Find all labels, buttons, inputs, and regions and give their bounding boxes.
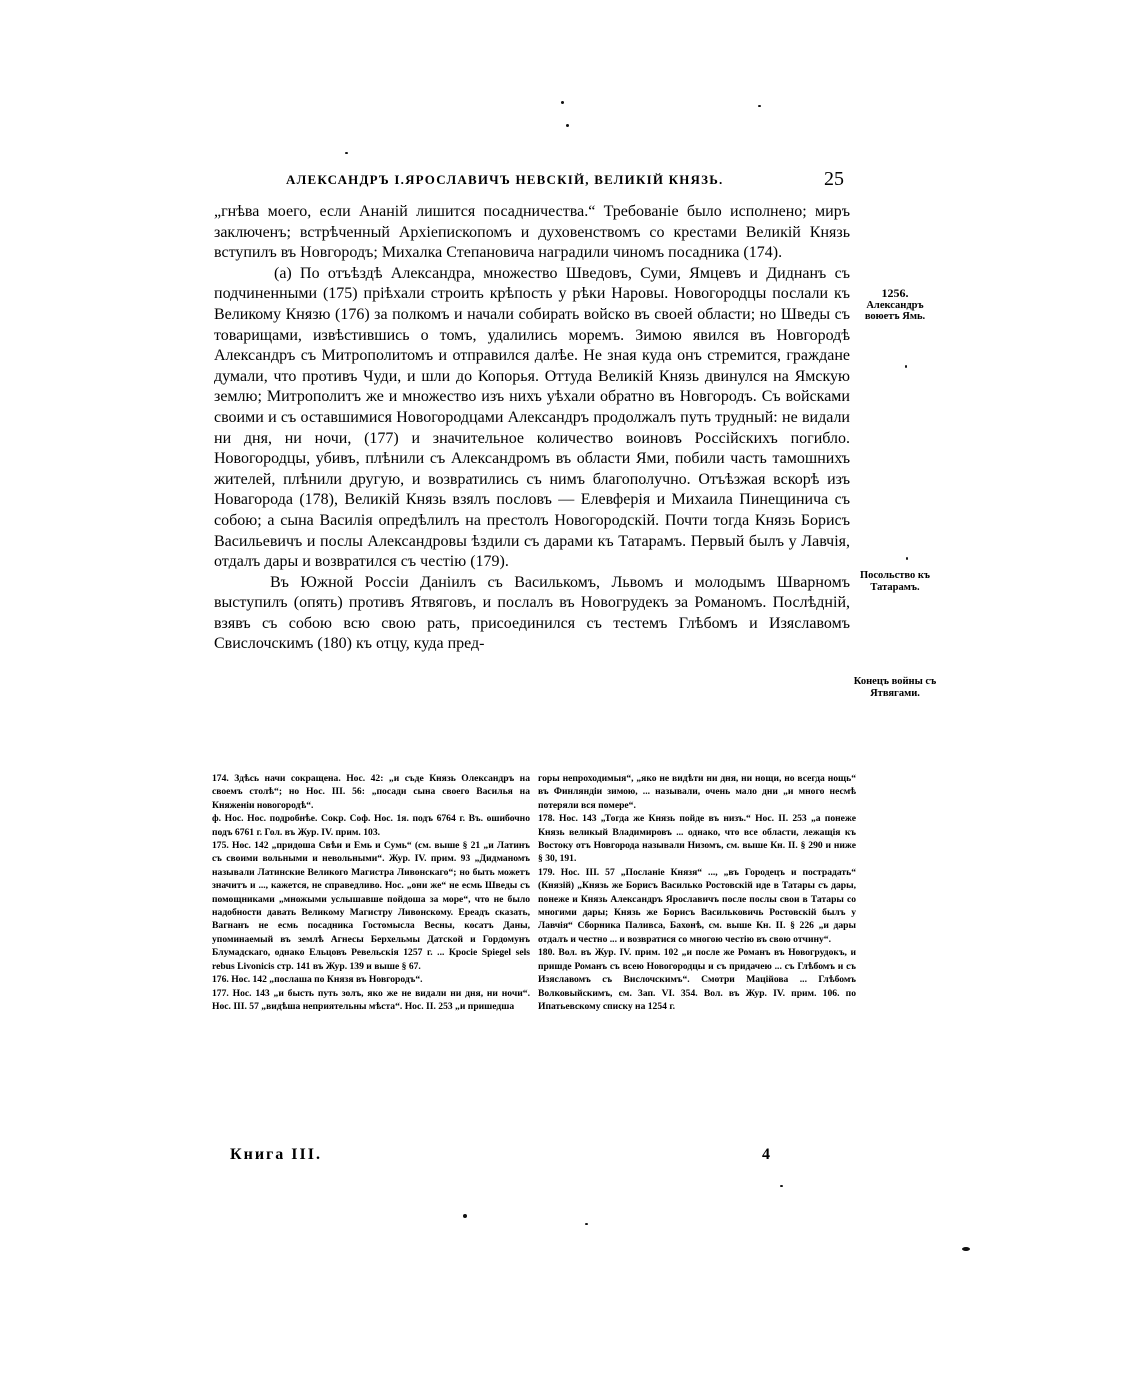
running-title: АЛЕКСАНДРЪ I.ЯРОСЛАВИЧЪ НЕВСКІЙ, ВЕЛИКІЙ КНЯЗЬ.	[286, 172, 724, 187]
footnotes	[212, 772, 856, 1162]
footnote: 180. Вол. въ Жур. IV. прим. 102 „и после же Романъ въ Новогрудокъ, и пришде Романъ съ всею Новогородцы и съ придачею ... съ Глѣбомъ и съ Изяславомъ съ Вислочскимъ“. Смотри Маційова ... Глѣбомъ Волковыйскимъ, см. 3ап. VI. 354. Вол. въ Жур. IV. прим. 106. по Ипатьевскому списку на 1254 г.	[538, 947, 856, 1012]
footnotes-right-column	[538, 772, 856, 1013]
footnote: 177. Нос. 143 „и бысть путь золъ, яко же не видали ни дня, ни ночи“. Нос. III. 57 „видѣша неприятельны мѣста“. Нос. II. 253 „и пришедша	[212, 987, 530, 1012]
footnotes-left-column	[212, 772, 530, 1013]
scan-speck	[780, 1185, 783, 1187]
margin-note-1256	[852, 288, 938, 323]
scan-speck	[906, 557, 908, 560]
margin-note-text: Посольство къ Татарамъ.	[859, 570, 931, 593]
scan-speck	[905, 365, 907, 368]
margin-note-year: 1256.	[881, 286, 909, 300]
footnote: 179. Нос. III. 57 „Посланіе Князя“ ..., „въ Городецъ и пострадать“ (Князій) „Князь же Борисъ Василько Ростовскій иде в Татары съ дары, понеже и Князь Александръ Ярославичъ после послы свои в Татары со многими дары; Князь же Борисъ Васильковичь Ростовскій былъ у Лавчія“ Сборника Паливса, Бахонѣ, см. выше Кн. II. § 226 „и дары отдалъ и честно ... и возвратися со многою честію въ свою отчину“.	[538, 866, 856, 945]
paragraph: Въ Южной Россіи Даніилъ съ Василькомъ, Львомъ и молодымъ Шварномъ выступилъ (опять) противъ Ятвяговъ, и послалъ въ Новогрудекъ за Романомъ. Послѣдній, взявъ съ собою всю свою рать, присоединился съ тестемъ Глѣбомъ и Изяславомъ Свислочскимъ (180) къ отцу, куда пред-	[214, 573, 850, 653]
scan-speck	[561, 101, 564, 104]
running-head	[286, 168, 846, 194]
scan-speck	[463, 1214, 467, 1218]
footnote: горы непроходимыя“, „яко не видѣти ни дня, ни нощи, но всегда нощь“ въ Финляндіи зимою, ... называли, очень мало дни „и много несмѣ потеряли вся помере“.	[538, 773, 856, 811]
page-number: 25	[824, 168, 844, 190]
scan-speck	[566, 124, 569, 127]
paragraph: „гнѣва моего, если Ананій лишится посадничества.“ Требованіе было исполнено; миръ заключенъ; встрѣченный Архіепископомъ и духовенствомъ со крестами Великій Князь вступилъ въ Новгородъ; Михалка Степановича наградили чиномъ посадника (174).	[214, 203, 850, 262]
margin-note-war-end	[852, 676, 938, 699]
footnote: 178. Нос. 143 „Тогда же Князь пойде въ низъ.“ Нос. II. 253 „а понеже Князь великый Владимировъ ... однако, что все области, лежащія къ Востоку отъ Новгорода называли Низомъ, см. выше Кн. II. § 290 и ниже § 30, 191.	[538, 813, 856, 865]
footnote: 174. Здѣсь начи сокращена. Нос. 42: „и съде Князь Олександръ на своемъ столѣ“; но Нос. III. 56: „посади сына своего Василья на Княженіи новогородѣ“.	[212, 773, 530, 811]
sheet-number: 4	[762, 1146, 770, 1163]
margin-note-text: Александръ воюетъ Ямь.	[864, 299, 926, 322]
scan-speck	[962, 1247, 970, 1251]
footnote: 176. Нос. 142 „послаша по Князя въ Новгородъ“.	[212, 974, 423, 986]
main-text	[214, 202, 850, 655]
margin-note-text: Конецъ войны съ Ятвягами.	[853, 676, 937, 699]
scan-speck	[585, 1223, 588, 1225]
scan-speck	[345, 152, 348, 154]
footnote: 175. Нос. 142 „придоша Свѣи и Емь и Сумь“ (см. выше § 21 „и Латинъ съ своими вольными и невольными“. Жур. IV. прим. 93 „Дидманомъ называли Латинские Великого Магистра Ливонскаго“; но быть можетъ значитъ и ..., кажется, не справедливо. Нос. „они же“ не есмь Шведы съ помощниками „множыми услышавше пойдоша за море“, что не было надобности давать Великому Магистру Ливонскому. Ереадъ сказать, Вагнанъ не есмь посадника Гостомысла Весны, косатъ Даны, упоминаемый въ землѣ Агнесы Берхельмы Датской и Гордомунъ Блумадскаго, однако Ельцовъ Ревельскія 1257 г. ... Кросіе Spiegel sels rebus Livonicis стр. 141 въ Жур. 139 и выше § 67.	[212, 840, 530, 972]
scan-speck	[758, 105, 761, 107]
footnote: ф. Нос. Нос. подробнѣе. Сокр. Соф. Нос. 1я. подъ 6764 г. Въ. ошибочно подъ 6761 г. Гол. въ Жур. IV. прим. 103.	[212, 813, 530, 838]
margin-note-embassy	[852, 570, 938, 593]
book-signature: Книга III.	[230, 1146, 322, 1163]
paragraph: (а) По отъѣздѣ Александра, множество Шведовъ, Суми, Ямцевъ и Диднанъ съ подчиненными (175) пріѣхали строить крѣпость у рѣки Наровы. Новогородцы послали къ Великому Князю (176) за полкомъ и начали собирать войско въ своей области; но Шведы съ товарищами, извѣстившись о томъ, удалились моремъ. Зимою явился въ Новгородѣ Александръ съ Митрополитомъ и отправился далѣе. Не зная куда онъ стремится, граждане думали, что противъ Чуди, и шли до Копорья. Оттуда Великій Князь двинулся на Ямскую землю; Митрополитъ же и множество изъ нихъ уѣхали обратно въ Новгородъ. Съ войсками своими и съ оставшимися Новогородцами Александръ продолжалъ путь трудный: не видали ни дня, ни ночи, (177) и значительное количество воиновъ Россійскихъ погибло. Новогородцы, убивъ, плѣнили съ Александромъ въ области Ями, побили часть тамошнихъ жителей, плѣнили другую, и возвратились съ нимъ благополучно. Отъѣзжая вскорѣ изъ Новагорода (178), Великій Князь взялъ пословъ — Елевферія и Михаила Пинещинича съ собою; а сына Василія опредѣлилъ на престолъ Новогородскій. Почти тогда Князь Борисъ Васильевичъ и послы Александровы ѣздили съ дарами къ Татарамъ. Первый былъ у Лавчія, отдалъ дары и возвратился съ честію (179).	[214, 264, 850, 571]
